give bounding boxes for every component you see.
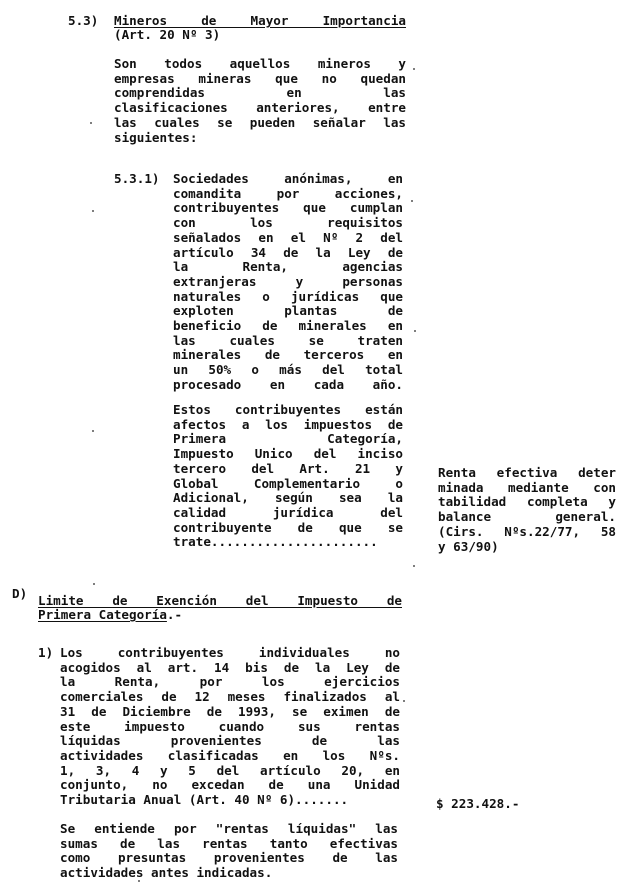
text-line: Renta efectiva deter xyxy=(438,465,616,480)
scan-speck xyxy=(413,565,415,567)
text-line: contribuyentes que cumplan xyxy=(173,200,403,216)
text-line: líquidas provenientes de las xyxy=(60,733,400,749)
text-line: tercero del Art. 21 y xyxy=(173,460,403,476)
text-line: minerales de terceros en xyxy=(173,347,403,363)
text-line: Impuesto Unico del inciso xyxy=(173,446,403,462)
section-5-3-subtitle: (Art. 20 Nº 3) xyxy=(114,27,221,42)
scan-speck xyxy=(403,700,405,702)
text-line: clasificaciones anteriores, entre xyxy=(114,100,406,116)
text-line: Tributaria Anual (Art. 40 Nº 6)....... xyxy=(60,792,349,807)
section-d-title-line-2 xyxy=(38,608,182,623)
text-line: Los contribuyentes individuales no xyxy=(60,645,400,660)
text-line: conjunto, no excedan de una Unidad xyxy=(60,777,400,793)
item-1-number: 1) xyxy=(38,645,54,660)
text-line: Global Complementario o xyxy=(173,475,403,491)
text-line: afectos a los impuestos de xyxy=(173,416,403,432)
text-line: procesado en cada año. xyxy=(173,376,403,392)
text-line: Adicional, según sea la xyxy=(173,490,403,506)
text-line: Estos contribuyentes están xyxy=(173,402,403,417)
text-line: empresas mineras que no quedan xyxy=(114,70,406,86)
text-line: con los requisitos xyxy=(173,215,403,231)
text-line: tabilidad completa y xyxy=(438,494,616,510)
text-line: trate...................... xyxy=(173,534,378,550)
scan-speck xyxy=(411,200,413,202)
text-line: comprendidas en las xyxy=(114,85,406,101)
text-line: beneficio de minerales en xyxy=(173,318,403,333)
text-line: las cuales se pueden señalar las xyxy=(114,114,406,130)
scan-speck xyxy=(93,583,95,585)
text-line: comerciales de 12 meses finalizados al xyxy=(60,689,400,705)
text-line: exploten plantas de xyxy=(173,303,403,319)
text-line: las cuales se traten xyxy=(173,332,403,348)
text-line: 1, 3, 4 y 5 del artículo 20, en xyxy=(60,762,400,778)
scan-speck xyxy=(138,880,140,882)
section-d-letter: D) xyxy=(12,586,28,601)
text-line: extranjeras y personas xyxy=(173,273,403,289)
scan-speck xyxy=(413,68,415,70)
text-line: señalados en el Nº 2 del xyxy=(173,229,403,245)
text-line: un 50% o más del total xyxy=(173,362,403,378)
text-line: actividades clasificadas en los Nºs. xyxy=(60,747,400,763)
section-5-3-number: 5.3) xyxy=(68,13,99,28)
text-line: Sociedades anónimas, en xyxy=(173,171,403,186)
scan-speck xyxy=(90,122,92,124)
text-line: artículo 34 de la Ley de xyxy=(173,244,403,260)
text-line: minada mediante con xyxy=(438,479,616,495)
text-line: y 63/90) xyxy=(438,538,499,554)
text-line: Primera Categoría, xyxy=(173,431,403,447)
text-line: la Renta, agencias xyxy=(173,259,403,275)
text-line: balance general. xyxy=(438,509,616,525)
scan-speck xyxy=(92,430,94,432)
scan-speck xyxy=(92,210,94,212)
item-1-amount: $ 223.428.- xyxy=(436,796,520,811)
text-line: comandita por acciones, xyxy=(173,185,403,201)
section-5-3-title: Mineros de Mayor Importancia xyxy=(114,13,406,28)
scan-speck xyxy=(414,330,416,332)
text-line: la Renta, por los ejercicios xyxy=(60,674,400,690)
section-d-title-suffix: .- xyxy=(166,607,183,622)
text-line: como presuntas provenientes de las xyxy=(60,850,398,866)
text-line: (Cirs. Nºs.22/77, 58 xyxy=(438,523,616,539)
text-line: actividades antes indicadas. xyxy=(60,865,273,881)
text-line: este impuesto cuando sus rentas xyxy=(60,718,400,734)
section-d-title-text: Primera Categoría xyxy=(38,607,167,622)
text-line: calidad jurídica del xyxy=(173,504,403,520)
text-line: sumas de las rentas tanto efectivas xyxy=(60,835,398,851)
text-line: acogidos al art. 14 bis de la Ley de xyxy=(60,659,400,675)
section-d-title-line-1: Limite de Exención del Impuesto de xyxy=(38,593,402,608)
section-5-3-1-number: 5.3.1) xyxy=(114,171,160,186)
text-line: contribuyente de que se xyxy=(173,519,403,535)
text-line: naturales o jurídicas que xyxy=(173,288,403,304)
text-line: siguientes: xyxy=(114,129,198,145)
text-line: 31 de Diciembre de 1993, se eximen de xyxy=(60,703,400,719)
text-line: Se entiende por "rentas líquidas" las xyxy=(60,821,398,836)
text-line: Son todos aquellos mineros y xyxy=(114,56,406,71)
